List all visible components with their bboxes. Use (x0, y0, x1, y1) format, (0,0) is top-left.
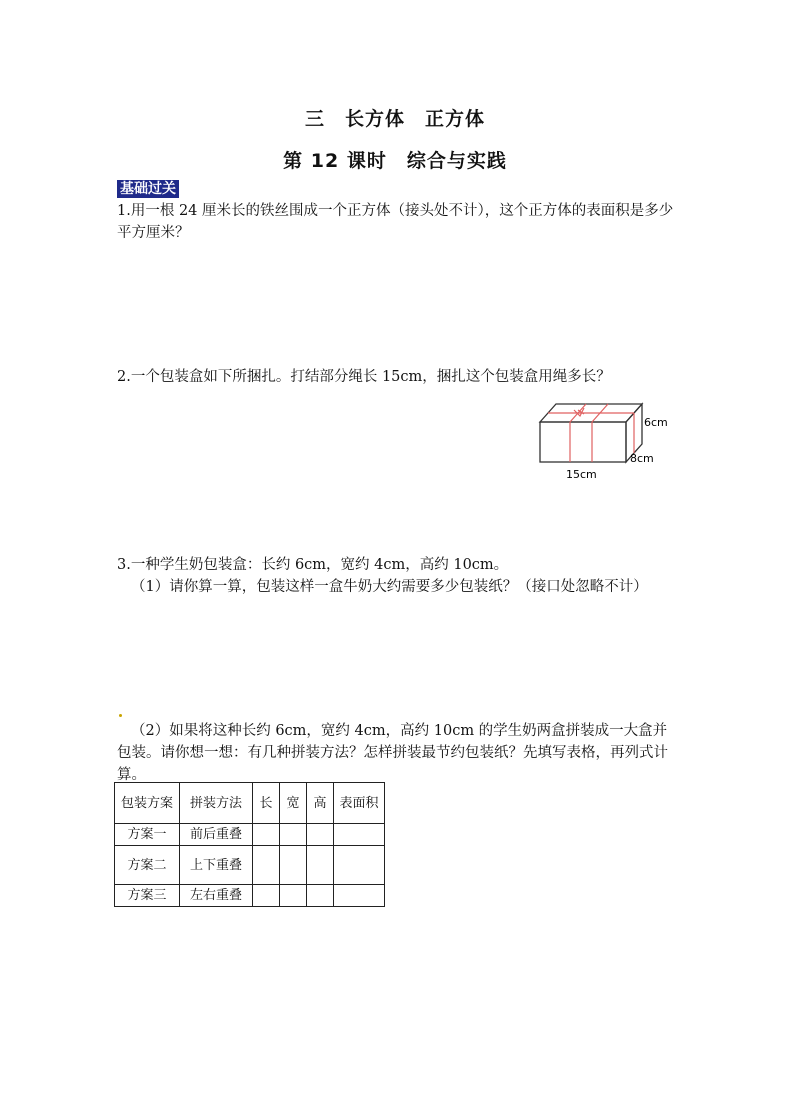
header-height: 高 (307, 783, 334, 824)
question-2: 2.一个包装盒如下所捆扎。打结部分绳长 15cm，捆扎这个包装盒用绳多长？ (117, 369, 611, 385)
header-method: 拼装方法 (180, 783, 253, 824)
table-row (115, 824, 385, 846)
cell-surface-area[interactable] (334, 824, 385, 846)
rope-lines (548, 404, 634, 462)
question-1: 1.用一根 24 厘米长的铁丝围成一个正方体（接头处不计），这个正方体的表面积是多少平方厘米？ (117, 203, 674, 241)
cell-length[interactable] (253, 824, 280, 846)
cell-length[interactable] (253, 846, 280, 885)
question-3-part-2: （2）如果将这种长约 6cm，宽约 4cm，高约 10cm 的学生奶两盒拼装成一大盒并包装。请你想一想：有几种拼装方法？怎样拼装最节约包装纸？先填写表格，再列式计算。 (117, 723, 668, 783)
label-width: 8cm (630, 452, 654, 465)
cell-height[interactable] (307, 885, 334, 907)
cell-length[interactable] (253, 885, 280, 907)
packaging-table (114, 782, 385, 907)
table-row (115, 885, 385, 907)
row-plan: 方案二 (115, 846, 180, 885)
cell-width[interactable] (280, 824, 307, 846)
unit-title: 三 长方体 正方体 (304, 108, 485, 130)
lesson-title: 第 12 课时 综合与实践 (283, 150, 507, 172)
header-plan: 包装方案 (115, 783, 180, 824)
decorative-dot (119, 714, 122, 717)
row-plan: 方案一 (115, 824, 180, 846)
section-badge: 基础过关 (117, 180, 179, 198)
row-plan: 方案三 (115, 885, 180, 907)
cell-surface-area[interactable] (334, 846, 385, 885)
cell-surface-area[interactable] (334, 885, 385, 907)
question-3-part-1: （1）请你算一算，包装这样一盒牛奶大约需要多少包装纸？（接口处忽略不计） (131, 579, 648, 595)
row-method: 前后重叠 (180, 824, 253, 846)
cell-height[interactable] (307, 846, 334, 885)
header-width: 宽 (280, 783, 307, 824)
header-surface-area: 表面积 (334, 783, 385, 824)
header-length: 长 (253, 783, 280, 824)
cell-width[interactable] (280, 885, 307, 907)
cell-width[interactable] (280, 846, 307, 885)
box-front-face (540, 422, 626, 462)
question-3: 3.一种学生奶包装盒：长约 6cm，宽约 4cm，高约 10cm。 (117, 557, 509, 573)
row-method: 上下重叠 (180, 846, 253, 885)
label-height: 6cm (644, 416, 668, 429)
table-row (115, 846, 385, 885)
row-method: 左右重叠 (180, 885, 253, 907)
cell-height[interactable] (307, 824, 334, 846)
label-length: 15cm (566, 468, 597, 481)
box-figure (530, 396, 670, 486)
